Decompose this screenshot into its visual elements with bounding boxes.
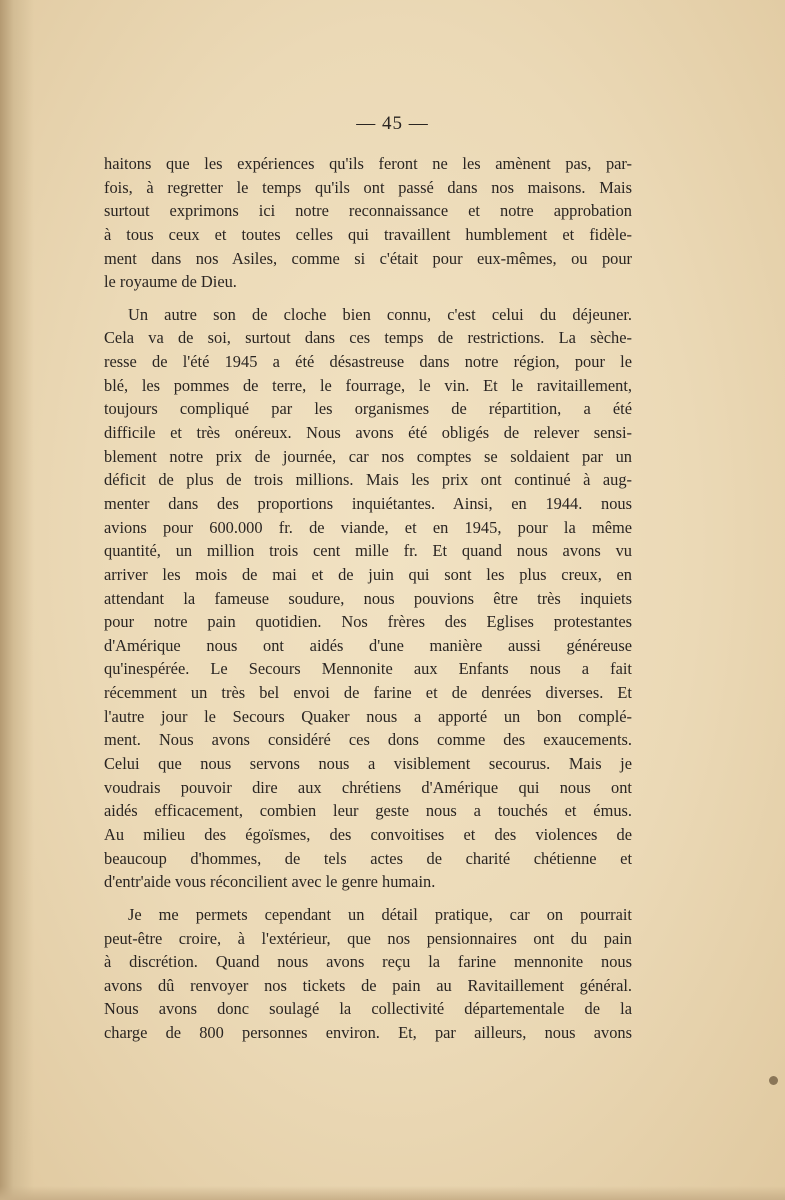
text-line: surtout exprimons ici notre reconnaissance et notre approbation [104,201,632,221]
text-line: ment. Nous avons considéré ces dons comme des exaucements. [104,730,632,750]
text-line: Au milieu des égoïsmes, des convoitises et des violences de [104,824,632,844]
text-line: qu'inespérée. Le Secours Mennonite aux Enfants nous a fait [104,659,632,679]
text-line: déficit de plus de trois millions. Mais les prix ont continué à aug- [104,470,632,490]
text-line: haitons que les expériences qu'ils feront ne les amènent pas, par- [104,154,632,173]
text-line: avions pour 600.000 fr. de viande, et en 1945, pour la même [104,517,632,537]
paragraph [104,152,632,294]
text-line: toujours compliqué par les organismes de répartition, a été [104,399,632,419]
text-line: Celui que nous servons nous a visiblement secourus. Mais je [104,754,632,774]
text-line: fois, à regretter le temps qu'ils ont passé dans nos maisons. Mais [104,177,632,197]
text-line: attendant la fameuse soudure, nous pouvions être très inquiets [104,588,632,608]
text-line: le royaume de Dieu. [104,272,237,292]
text-line: beaucoup d'hommes, de tels actes de charité chétienne et [104,848,632,868]
text-line: Nous avons donc soulagé la collectivité départementale de la [104,999,632,1019]
text-line: blé, les pommes de terre, le fourrage, le vin. Et le ravitaillement, [104,375,632,395]
text-line: quantité, un million trois cent mille fr. Et quand nous avons vu [104,541,632,561]
text-line: voudrais pouvoir dire aux chrétiens d'Amérique qui nous ont [104,777,632,797]
binding-shadow [0,0,34,1200]
body-text [104,152,632,1045]
text-line: arriver les mois de mai et de juin qui sont les plus creux, en [104,564,632,584]
text-line: d'Amérique nous ont aidés d'une manière aussi généreuse [104,635,632,655]
text-line: menter dans des proportions inquiétantes. Ainsi, en 1944. nous [104,493,632,513]
text-line: avons dû renvoyer nos tickets de pain au Ravitaillement général. [104,975,632,995]
text-line: peut-être croire, à l'extérieur, que nos pensionnaires ont du pain [104,928,632,948]
text-line: d'entr'aide vous réconcilient avec le genre humain. [104,872,436,892]
text-line: Un autre son de cloche bien connu, c'est celui du déjeuner. [128,304,632,324]
text-line: Je me permets cependant un détail pratique, car on pourrait [128,904,632,924]
text-line: blement notre prix de journée, car nos comptes se soldaient par un [104,446,632,466]
text-line: difficile et très onéreux. Nous avons été obligés de relever sensi- [104,423,632,443]
text-line: resse de l'été 1945 a été désastreuse dans notre région, pour le [104,352,632,372]
text-line: aidés efficacement, combien leur geste nous a touchés et émus. [104,801,632,821]
text-line: pour notre pain quotidien. Nos frères des Eglises protestantes [104,612,632,632]
text-line: Cela va de soi, surtout dans ces temps de restrictions. La sèche- [104,328,632,348]
page-bottom-edge [0,1186,785,1200]
text-line: à tous ceux et toutes celles qui travaillent humblement et fidèle- [104,224,632,244]
text-line: à discrétion. Quand nous avons reçu la farine mennonite nous [104,952,632,972]
text-line: l'autre jour le Secours Quaker nous a apporté un bon complé- [104,706,632,726]
text-line: récemment un très bel envoi de farine et de denrées diverses. Et [104,683,632,703]
paper-speck [769,1076,778,1085]
page-number: — 45 — [356,113,429,134]
paragraph [104,903,632,1045]
paragraph [104,303,632,894]
text-line: charge de 800 personnes environ. Et, par ailleurs, nous avons [104,1023,632,1043]
text-line: ment dans nos Asiles, comme si c'était pour eux-mêmes, ou pour [104,248,632,268]
